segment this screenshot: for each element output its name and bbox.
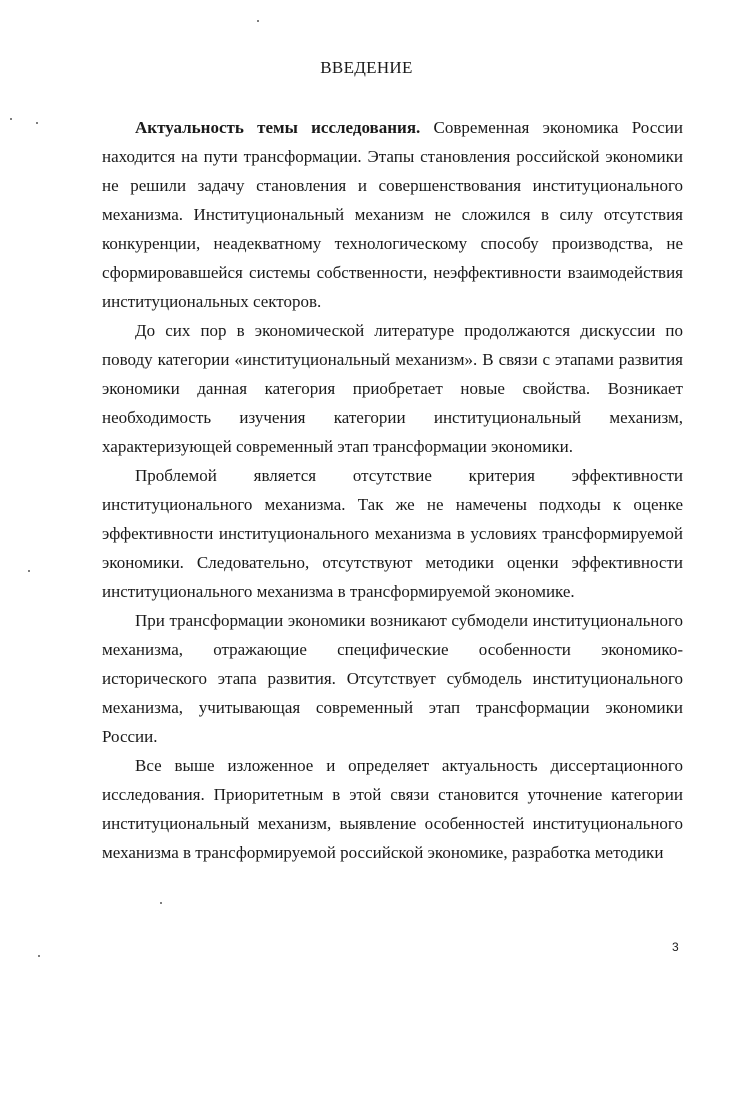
scan-speck (28, 570, 30, 572)
paragraph-lead: Актуальность темы исследования. (135, 118, 421, 137)
scan-speck (160, 902, 162, 904)
page-number: 3 (672, 940, 679, 954)
scan-speck (257, 20, 259, 22)
scan-speck (36, 122, 38, 124)
paragraph-discussion: До сих пор в экономической литературе продолжаются дискуссии по поводу категории «институциональный механизм». В связи с этапами развития экономики данная категория приобретает новые свойства. Возникает необходимость изучения категории институциональный механизм, характеризующей современный этап трансформации экономики. (102, 321, 683, 456)
scan-speck (38, 955, 40, 957)
paragraph-submodels: При трансформации экономики возникают субмодели институционального механизма, отражающие специфические особенности экономико-исторического этапа развития. Отсутствует субмодель институционального механизма, учитывающая современный этап трансформации экономики России. (102, 611, 683, 746)
section-title: ВВЕДЕНИЕ (320, 58, 413, 77)
paragraph-relevance (102, 113, 683, 316)
paragraph-text: Современная экономика России находится на пути трансформации. Этапы становления российской экономики не решили задачу становления и совершенствования институционального механизма. Институциональный механизм не сложился в силу отсутствия конкуренции, неадекватному технологическому способу производства, не сформировавшейся системы собственности, неэффективности взаимодействия институциональных секторов. (102, 118, 683, 311)
paragraph-conclusion: Все выше изложенное и определяет актуальность диссертационного исследования. Приоритетным в этой связи становится уточнение категории институциональный механизм, выявление особенностей институционального механизма в трансформируемой российской экономике, разработка методики (102, 756, 683, 862)
document-body (102, 113, 683, 867)
scan-speck (10, 118, 12, 120)
paragraph-problem: Проблемой является отсутствие критерия эффективности институционального механизма. Так же не намечены подходы к оценке эффективности институционального механизма в условиях трансформируемой экономики. Следовательно, отсутствуют методики оценки эффективности институционального механизма в трансформируемой экономике. (102, 466, 683, 601)
